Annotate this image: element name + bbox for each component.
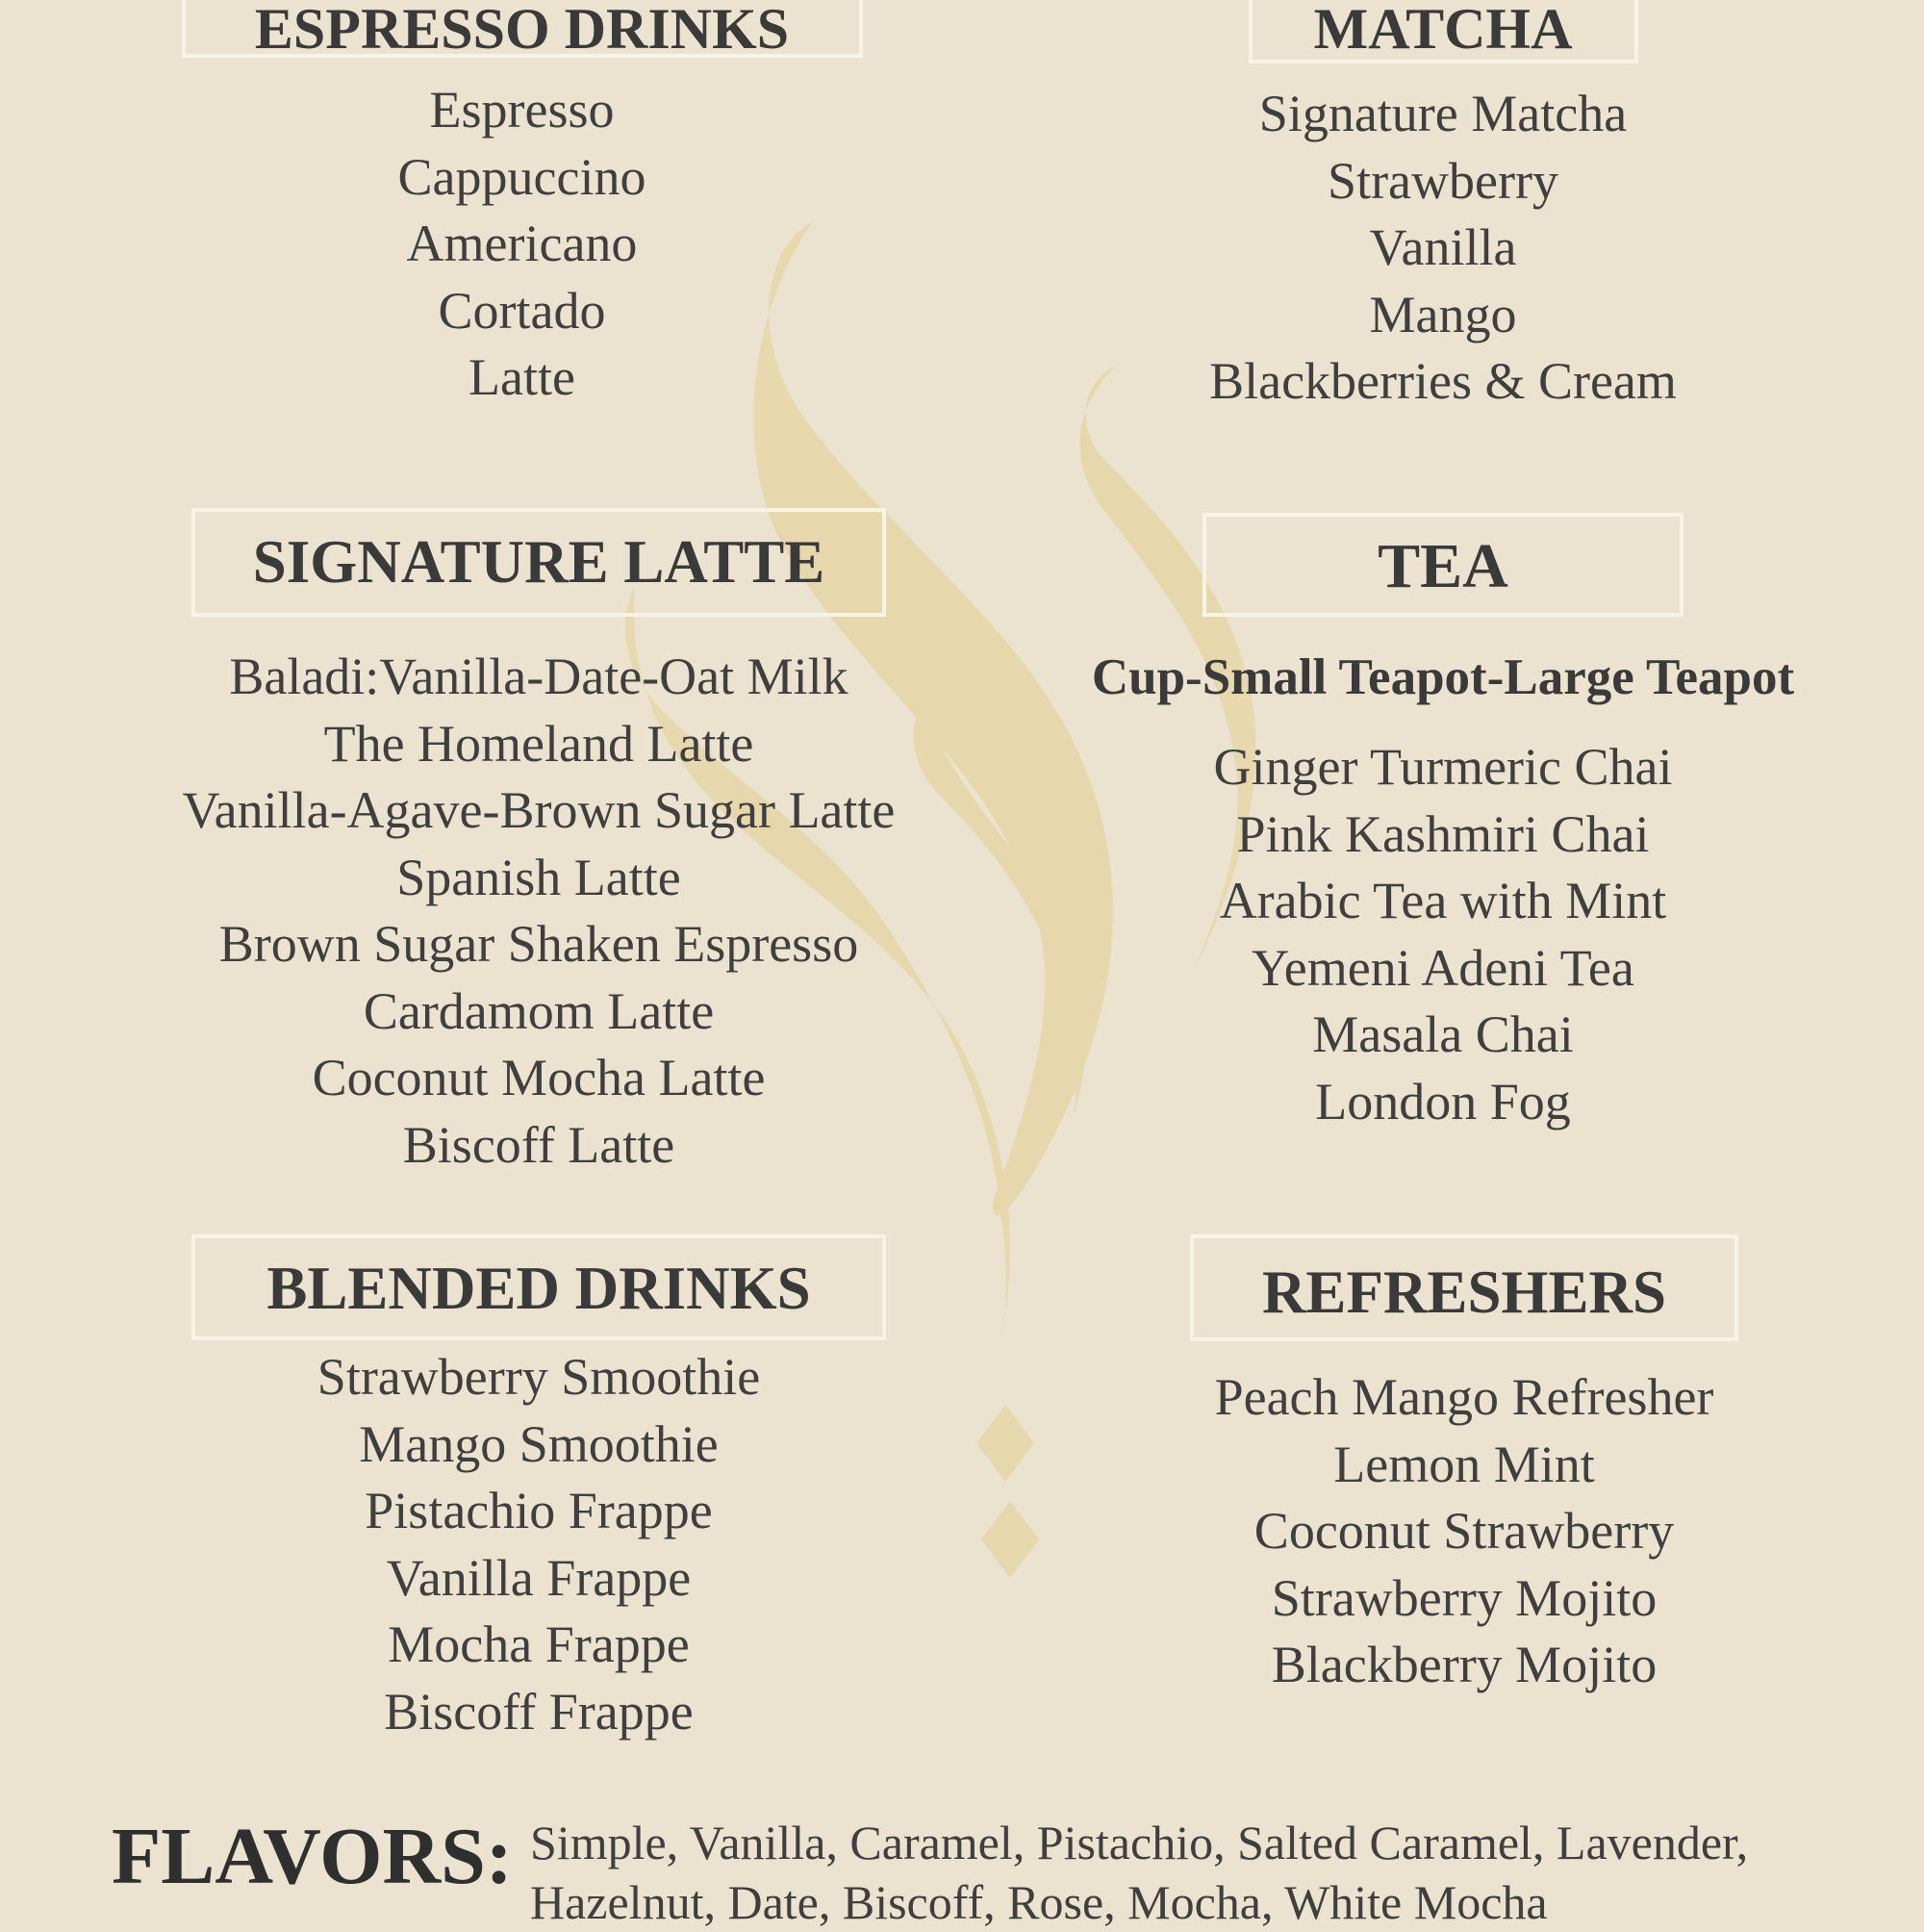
menu-item: Coconut Mocha Latte bbox=[312, 1049, 766, 1106]
blended-items bbox=[154, 1344, 924, 1745]
section-header-tea: TEA bbox=[1202, 513, 1684, 617]
menu-item: Mango Smoothie bbox=[359, 1414, 719, 1473]
section-signature-latte bbox=[154, 508, 924, 1179]
menu-item: Blackberries & Cream bbox=[1209, 352, 1677, 410]
menu-item: Baladi:Vanilla-Date-Oat Milk bbox=[229, 648, 848, 705]
flavors-list: Simple, Vanilla, Caramel, Pistachio, Salted Caramel, Lavender, Hazelnut, Date, Biscoff, Rose, Mocha, White Mocha bbox=[530, 1816, 1749, 1929]
menu-item: Coconut Strawberry bbox=[1253, 1502, 1675, 1560]
menu-item: Mango bbox=[1369, 285, 1517, 343]
section-header-espresso: ESPRESSO DRINKS bbox=[182, 0, 863, 58]
menu-item: Vanilla-Agave-Brown Sugar Latte bbox=[182, 781, 896, 839]
tea-sizes-subtitle: Cup-Small Teapot-Large Teapot bbox=[1091, 649, 1795, 705]
menu-item: Cardamom Latte bbox=[363, 981, 715, 1040]
menu-item: Pistachio Frappe bbox=[365, 1482, 713, 1539]
menu-item: Lemon Mint bbox=[1333, 1435, 1595, 1493]
menu-item: Americano bbox=[406, 215, 638, 272]
menu-item: Biscoff Latte bbox=[402, 1115, 675, 1174]
menu-item: Latte bbox=[468, 348, 575, 406]
menu-item: Strawberry bbox=[1328, 151, 1558, 210]
menu-item: Vanilla bbox=[1369, 218, 1517, 276]
menu-item: Ginger Turmeric Chai bbox=[1213, 738, 1673, 796]
menu-item: Biscoff Frappe bbox=[384, 1682, 694, 1741]
menu-item: Strawberry Mojito bbox=[1271, 1568, 1658, 1627]
section-espresso-drinks bbox=[135, 0, 909, 412]
section-blended-drinks bbox=[154, 1234, 924, 1745]
menu-item: Blackberry Mojito bbox=[1271, 1636, 1658, 1693]
menu-item: Peach Mango Refresher bbox=[1214, 1368, 1714, 1426]
section-matcha bbox=[1058, 0, 1828, 416]
menu-item: Pink Kashmiri Chai bbox=[1236, 804, 1650, 863]
section-header-blended: BLENDED DRINKS bbox=[191, 1234, 886, 1340]
menu-item: Masala Chai bbox=[1312, 1005, 1574, 1063]
section-refreshers bbox=[1079, 1234, 1849, 1699]
section-header-matcha: MATCHA bbox=[1249, 0, 1638, 64]
menu-item: Espresso bbox=[429, 81, 615, 139]
flavors-section bbox=[112, 1809, 1920, 1929]
tea-items bbox=[1058, 734, 1828, 1135]
menu-item: Cortado bbox=[438, 281, 606, 340]
flavors-label: FLAVORS: bbox=[112, 1812, 513, 1901]
section-tea bbox=[1058, 513, 1828, 1135]
section-header-refreshers: REFRESHERS bbox=[1190, 1234, 1738, 1341]
menu-item: Arabic Tea with Mint bbox=[1219, 872, 1667, 929]
signature-latte-items bbox=[154, 644, 924, 1179]
espresso-items bbox=[135, 77, 909, 412]
menu-item: Yemeni Adeni Tea bbox=[1252, 938, 1634, 997]
menu-item: Spanish Latte bbox=[396, 848, 681, 906]
menu-item: The Homeland Latte bbox=[323, 714, 754, 773]
matcha-items bbox=[1058, 81, 1828, 416]
menu-item: London Fog bbox=[1315, 1072, 1571, 1131]
refreshers-items bbox=[1079, 1364, 1849, 1699]
menu-item: Vanilla Frappe bbox=[386, 1548, 692, 1607]
section-header-signature-latte: SIGNATURE LATTE bbox=[191, 508, 886, 617]
menu-item: Brown Sugar Shaken Espresso bbox=[218, 915, 859, 973]
menu-item: Cappuccino bbox=[397, 147, 646, 206]
menu-item: Mocha Frappe bbox=[388, 1615, 690, 1673]
menu-item: Signature Matcha bbox=[1258, 85, 1628, 142]
menu-item: Strawberry Smoothie bbox=[316, 1348, 761, 1406]
